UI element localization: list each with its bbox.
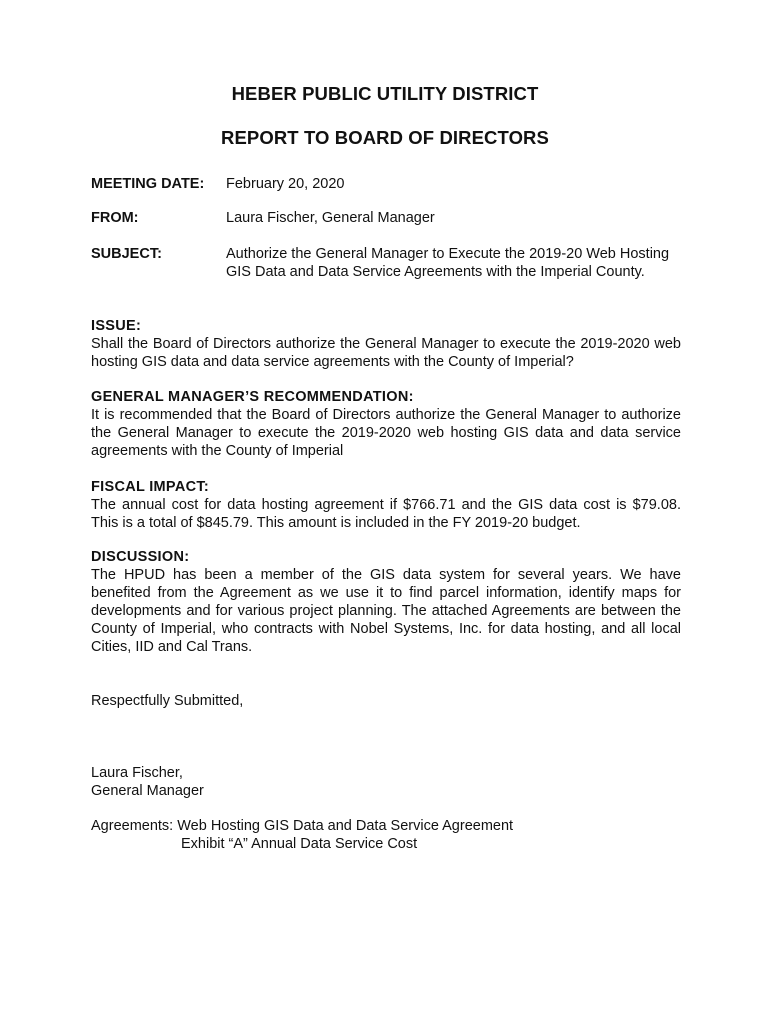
issue-heading: ISSUE: — [91, 318, 142, 334]
exhibit-line: Exhibit “A” Annual Data Service Cost — [181, 836, 418, 852]
fiscal-impact-section — [91, 478, 681, 532]
agreements-line: Agreements: Web Hosting GIS Data and Data Service Agreement — [91, 818, 514, 834]
subject-label: SUBJECT: — [91, 246, 162, 262]
fiscal-impact-heading: FISCAL IMPACT: — [91, 479, 210, 495]
closing-salutation: Respectfully Submitted, — [91, 693, 244, 709]
recommendation-body: It is recommended that the Board of Directors authorize the General Manager to authorize the General Manager to execute the 2019-2020 web hosting GIS data and data service agreements with the County of Imperial — [91, 407, 681, 459]
fiscal-impact-body: The annual cost for data hosting agreement if $766.71 and the GIS data cost is $79.08. This is a total of $845.79. This amount is included in the FY 2019-20 budget. — [91, 497, 681, 531]
meeting-date-value: February 20, 2020 — [226, 176, 345, 192]
from-label: FROM: — [91, 210, 139, 226]
recommendation-section — [91, 388, 681, 460]
issue-section — [91, 317, 681, 371]
signer-name: Laura Fischer, — [91, 765, 183, 781]
report-title: REPORT TO BOARD OF DIRECTORS — [221, 127, 549, 148]
from-value: Laura Fischer, General Manager — [226, 210, 435, 226]
issue-body: Shall the Board of Directors authorize the General Manager to execute the 2019-2020 web hosting GIS data and data service agreements with the County of Imperial? — [91, 336, 681, 370]
discussion-heading: DISCUSSION: — [91, 549, 190, 565]
recommendation-heading: GENERAL MANAGER’S RECOMMENDATION: — [91, 389, 414, 405]
discussion-section — [91, 548, 681, 656]
organization-title: HEBER PUBLIC UTILITY DISTRICT — [231, 83, 539, 104]
discussion-body: The HPUD has been a member of the GIS data system for several years. We have benefited from the Agreement as we use it to find parcel information, identify maps for developments and for various project planning. The attached Agreements are between the County of Imperial, who contracts with Nobel Systems, Inc. for data hosting, and all local Cities, IID and Cal Trans. — [91, 567, 681, 655]
meeting-date-label: MEETING DATE: — [91, 176, 205, 192]
signer-title: General Manager — [91, 783, 204, 799]
subject-value: Authorize the General Manager to Execute the 2019-20 Web Hosting GIS Data and Data Service Agreements with the Imperial County. — [226, 246, 670, 280]
